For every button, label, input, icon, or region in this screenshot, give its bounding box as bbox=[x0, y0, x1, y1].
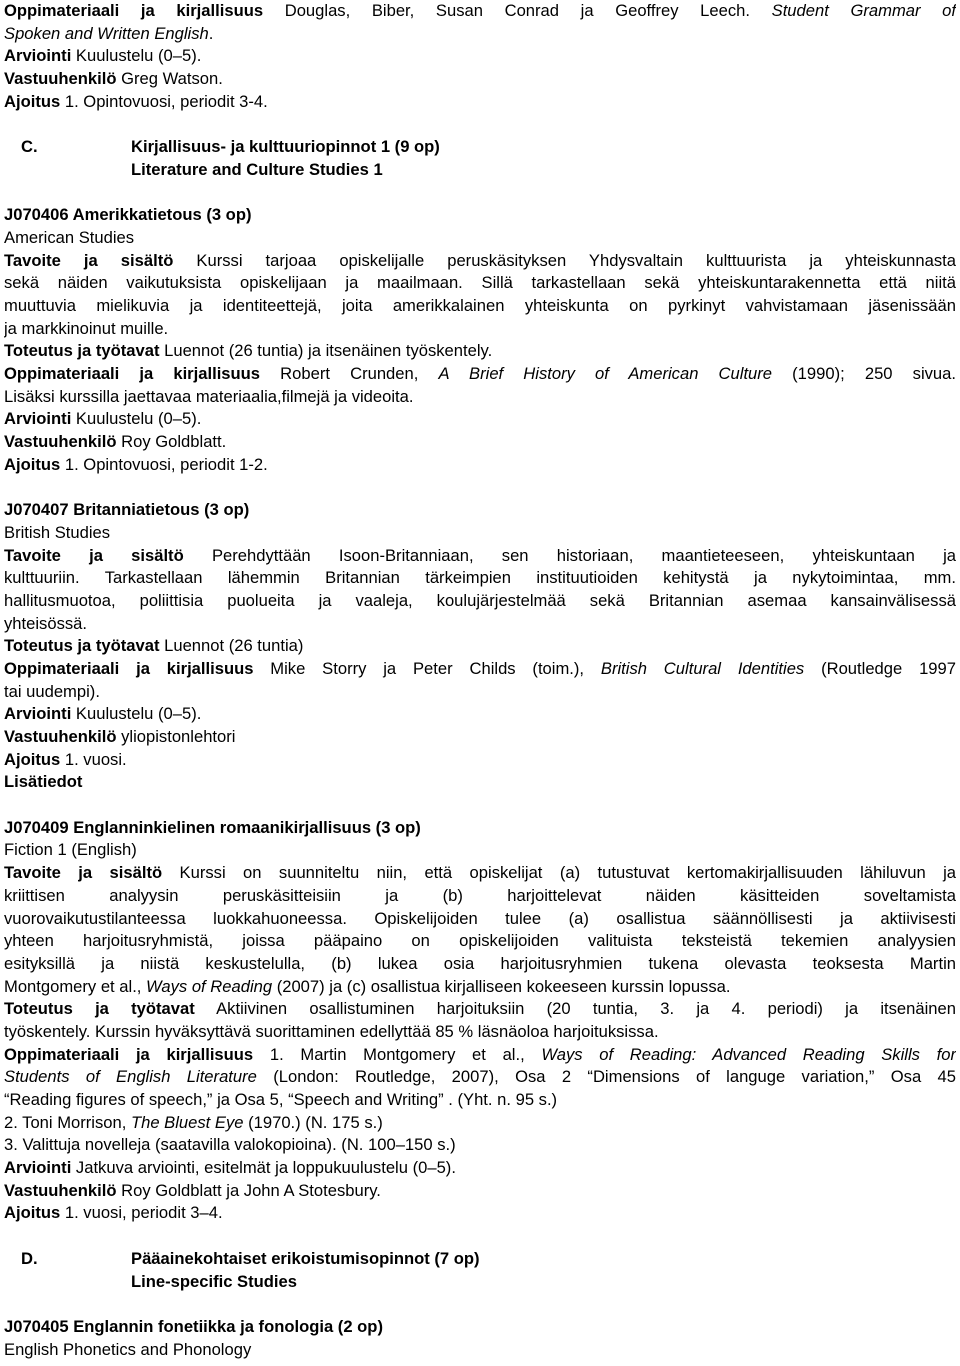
section-c-letter: C. bbox=[21, 137, 38, 157]
course-english-name: English Phonetics and Phonology bbox=[4, 1339, 252, 1359]
course-timing: Ajoitus 1. Opintovuosi, periodit 1-2. bbox=[4, 454, 268, 474]
section-d-title: Pääainekohtaiset erikoistumisopinnot (7 op) bbox=[131, 1248, 480, 1268]
course-assessment: Arviointi Jatkuva arviointi, esitelmät ja loppukuulustelu (0–5). bbox=[4, 1158, 456, 1178]
course-heading: J070407 Britanniatietous (3 op) bbox=[4, 500, 250, 520]
course-goal-line: yhteen harjoitusryhmistä, joissa pääpaino on opiskelijoiden valituista teksteistä tekemien analyysien bbox=[4, 931, 956, 951]
course-english-name: British Studies bbox=[4, 522, 111, 542]
course-responsible: Vastuuhenkilö Roy Goldblatt. bbox=[4, 432, 227, 452]
course-goal-line: kriittisen analyysin peruskäsitteisiin ja (b) harjoittelevat näiden käsitteiden soveltamista bbox=[4, 885, 956, 905]
course-timing: Ajoitus 1. vuosi. bbox=[4, 749, 127, 769]
course-materials-extra: Lisäksi kurssilla jaettavaa materiaalia,filmejä ja videoita. bbox=[4, 386, 414, 406]
course-goal-line: esityksillä ja niistä keskustelulla, (b) lukea osia harjoitusryhmien tukena olevasta teoksesta Martin bbox=[4, 953, 956, 973]
course-responsible: Vastuuhenkilö Roy Goldblatt ja John A Stotesbury. bbox=[4, 1180, 381, 1200]
course-methods: Toteutus ja työtavat Luennot (26 tuntia) ja itsenäinen työskentely. bbox=[4, 341, 493, 361]
course-heading: J070405 Englannin fonetiikka ja fonologia (2 op) bbox=[4, 1316, 383, 1336]
course-heading: J070406 Amerikkatietous (3 op) bbox=[4, 205, 252, 225]
course-goal-line: hallitusmuotoa, poliittisia puolueita ja vaaleja, koulujärjestelmää sekä Britannian asemaa kansainvälisessä bbox=[4, 590, 956, 610]
course-materials: Oppimateriaali ja kirjallisuus Mike Storry ja Peter Childs (toim.), British Cultural Identities (Routledge 1997 bbox=[4, 658, 956, 678]
course-goal-line: Tavoite ja sisältö Perehdyttään Isoon-Britanniaan, sen historiaan, maantieteeseen, yhteiskuntaan ja bbox=[4, 545, 956, 565]
document-page bbox=[4, 0, 956, 1361]
course-materials-line: Students of English Literature (London: Routledge, 2007), Osa 2 “Dimensions of languge variation,” Osa 45 bbox=[4, 1067, 956, 1087]
course-assessment: Arviointi Kuulustelu (0–5). bbox=[4, 409, 202, 429]
course-goal-line: kulttuuriin. Tarkastellaan lähemmin Britannian tärkeimpien instituutioiden kehitystä ja nykytoimintaa, mm. bbox=[4, 568, 956, 588]
course-materials: Oppimateriaali ja kirjallisuus 1. Martin Montgomery et al., Ways of Reading: Advanced Reading Skills for bbox=[4, 1044, 956, 1064]
section-c-subtitle-row bbox=[4, 159, 956, 182]
course-methods: Toteutus ja työtavat Luennot (26 tuntia) bbox=[4, 636, 304, 656]
top-assessment: Arviointi Kuulustelu (0–5). bbox=[4, 46, 202, 66]
course-goal-line: Tavoite ja sisältö Kurssi tarjoaa opiskelijalle peruskäsityksen Yhdysvaltain kulttuurista ja yhteiskunnasta bbox=[4, 250, 956, 270]
course-materials-line: 2. Toni Morrison, The Bluest Eye (1970.) (N. 175 s.) bbox=[4, 1112, 383, 1132]
course-goal-line: sekä näiden vaikutuksista opiskelijaan ja maailmaan. Sillä tarkastellaan sekä yhteiskuntarakennetta että niitä bbox=[4, 273, 956, 293]
course-materials: Oppimateriaali ja kirjallisuus Robert Crunden, A Brief History of American Culture (1990); 250 sivua. bbox=[4, 364, 956, 383]
top-materials-line-1: Oppimateriaali ja kirjallisuus Douglas, Biber, Susan Conrad ja Geoffrey Leech. Student Grammar of bbox=[4, 1, 956, 20]
course-goal-line: muuttuvia mielikuvia ja identiteettejä, joita amerikkalainen yhteiskunta on pyrkinyt vahvistamaan jäsenissään bbox=[4, 295, 956, 315]
course-goal-line: ja markkinoinut muille. bbox=[4, 318, 169, 338]
section-d-heading bbox=[4, 1248, 956, 1271]
top-responsible: Vastuuhenkilö Greg Watson. bbox=[4, 69, 223, 89]
section-c-subtitle: Literature and Culture Studies 1 bbox=[131, 159, 383, 179]
course-methods-line: työskentely. Kurssin hyväksyttävä suorittaminen edellyttää 85 % läsnäoloa harjoituksissa. bbox=[4, 1021, 659, 1041]
course-responsible: Vastuuhenkilö yliopistonlehtori bbox=[4, 727, 236, 746]
section-d-subtitle: Line-specific Studies bbox=[131, 1271, 297, 1291]
course-goal-line: Montgomery et al., Ways of Reading (2007) ja (c) osallistua kirjalliseen kokeeseen kurssin lopussa. bbox=[4, 976, 731, 996]
course-materials-extra: tai uudempi). bbox=[4, 681, 100, 701]
top-timing: Ajoitus 1. Opintovuosi, periodit 3-4. bbox=[4, 91, 268, 111]
course-goal-line: vuorovaikutustilanteessa luokkahuoneessa. Opiskelijoiden tulee (a) osallistua säännöllisesti ja aktiivisesti bbox=[4, 908, 956, 928]
course-methods: Toteutus ja työtavat Aktiivinen osallistuminen harjoituksiin (20 tuntia, 3. ja 4. periodi) ja itsenäinen bbox=[4, 999, 956, 1019]
course-goal-line: yhteisössä. bbox=[4, 613, 88, 633]
course-english-name: Fiction 1 (English) bbox=[4, 840, 137, 860]
course-additional-info: Lisätiedot bbox=[4, 772, 83, 792]
course-assessment: Arviointi Kuulustelu (0–5). bbox=[4, 704, 202, 724]
course-materials-line: “Reading figures of speech,” ja Osa 5, “Speech and Writing” . (Yht. n. 95 s.) bbox=[4, 1090, 558, 1109]
course-materials-line: 3. Valittuja novelleja (saatavilla valokopioina). (N. 100–150 s.) bbox=[4, 1135, 456, 1155]
section-c-title: Kirjallisuus- ja kulttuuriopinnot 1 (9 op) bbox=[131, 137, 440, 157]
course-heading: J070409 Englanninkielinen romaanikirjallisuus (3 op) bbox=[4, 817, 421, 837]
top-materials-line-2: Spoken and Written English. bbox=[4, 23, 214, 43]
course-timing: Ajoitus 1. vuosi, periodit 3–4. bbox=[4, 1203, 223, 1223]
course-goal-line: Tavoite ja sisältö Kurssi on suunniteltu niin, että opiskelijat (a) tutustuvat kertomakirjallisuuden lähiluvun ja bbox=[4, 863, 956, 883]
course-english-name: American Studies bbox=[4, 227, 135, 247]
section-c-heading bbox=[4, 136, 956, 159]
section-d-letter: D. bbox=[21, 1248, 38, 1268]
section-d-subtitle-row bbox=[4, 1271, 956, 1294]
